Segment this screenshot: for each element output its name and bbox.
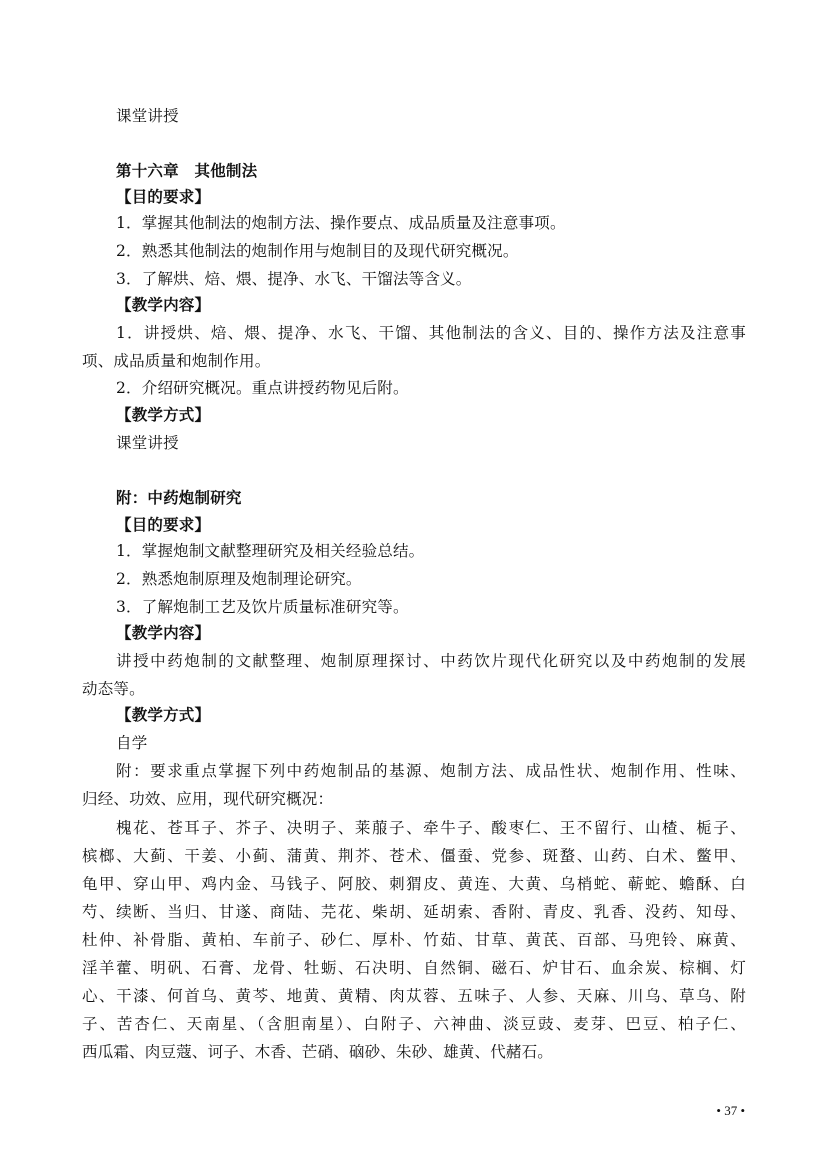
herb-list-line: 西瓜霜、肉豆蔻、诃子、木香、芒硝、硇砂、朱砂、雄黄、代赭石。 <box>82 1043 554 1061</box>
herb-list-line: 子、苦杏仁、天南星、（含胆南星）、白附子、六神曲、淡豆豉、麦芽、巴豆、柏子仁、 <box>82 1015 746 1033</box>
herb-list-line: 心、干漆、何首乌、黄芩、地黄、黄精、肉苁蓉、五味子、人参、天麻、川乌、草乌、附 <box>82 987 746 1005</box>
note-paragraph: 附：要求重点掌握下列中药炮制品的基源、炮制方法、成品性状、炮制作用、性味、 <box>116 762 746 780</box>
page-number: • 37 • <box>716 1103 745 1118</box>
goal-item: 2．熟悉炮制原理及炮制理论研究。 <box>116 570 362 588</box>
section-heading-method: 【教学方式】 <box>116 406 211 424</box>
goal-item: 3．了解烘、焙、煨、提净、水飞、干馏法等含义。 <box>116 270 472 288</box>
teaching-method-text: 课堂讲授 <box>116 107 179 125</box>
herb-list-line: 淫羊藿、明矾、石膏、龙骨、牡蛎、石决明、自然铜、磁石、炉甘石、血余炭、棕榈、灯 <box>82 959 746 977</box>
herb-list-line: 杜仲、补骨脂、黄柏、车前子、砂仁、厚朴、竹茹、甘草、黄芪、百部、马兜铃、麻黄、 <box>82 931 746 949</box>
herb-list-line: 龟甲、穿山甲、鸡内金、马钱子、阿胶、刺猬皮、黄连、大黄、乌梢蛇、蕲蛇、蟾酥、白 <box>82 875 746 893</box>
herb-list-line: 槟榔、大蓟、干姜、小蓟、蒲黄、荆芥、苍术、僵蚕、党参、斑蝥、山药、白术、鳖甲、 <box>82 847 746 865</box>
teaching-method-text: 课堂讲授 <box>116 434 179 452</box>
content-paragraph-continued: 动态等。 <box>82 680 145 698</box>
teaching-method-text: 自学 <box>116 734 148 752</box>
goal-item: 1．掌握炮制文献整理研究及相关经验总结。 <box>116 542 425 560</box>
chapter-16-title: 第十六章 其他制法 <box>116 162 258 180</box>
appendix-title: 附：中药炮制研究 <box>116 489 242 507</box>
content-item: 2．介绍研究概况。重点讲授药物见后附。 <box>116 379 409 397</box>
content-item: 1．讲授烘、焙、煨、提净、水飞、干馏、其他制法的含义、目的、操作方法及注意事 <box>116 324 746 342</box>
goal-item: 3．了解炮制工艺及饮片质量标准研究等。 <box>116 598 409 616</box>
section-heading-content: 【教学内容】 <box>116 296 211 314</box>
goal-item: 1．掌握其他制法的炮制方法、操作要点、成品质量及注意事项。 <box>116 214 566 232</box>
herb-list-line: 槐花、苍耳子、芥子、决明子、莱菔子、牵牛子、酸枣仁、王不留行、山楂、栀子、 <box>116 819 746 837</box>
section-heading-goals: 【目的要求】 <box>116 516 211 534</box>
goal-item: 2．熟悉其他制法的炮制作用与炮制目的及现代研究概况。 <box>116 242 519 260</box>
section-heading-goals: 【目的要求】 <box>116 188 211 206</box>
content-item-continued: 项、成品质量和炮制作用。 <box>82 352 271 370</box>
content-paragraph: 讲授中药炮制的文献整理、炮制原理探讨、中药饮片现代化研究以及中药炮制的发展 <box>116 652 746 670</box>
section-heading-content: 【教学内容】 <box>116 624 211 642</box>
herb-list-line: 芍、续断、当归、甘遂、商陆、芫花、柴胡、延胡索、香附、青皮、乳香、没药、知母、 <box>82 903 746 921</box>
note-paragraph-continued: 归经、功效、应用，现代研究概况： <box>82 790 334 808</box>
section-heading-method: 【教学方式】 <box>116 706 211 724</box>
